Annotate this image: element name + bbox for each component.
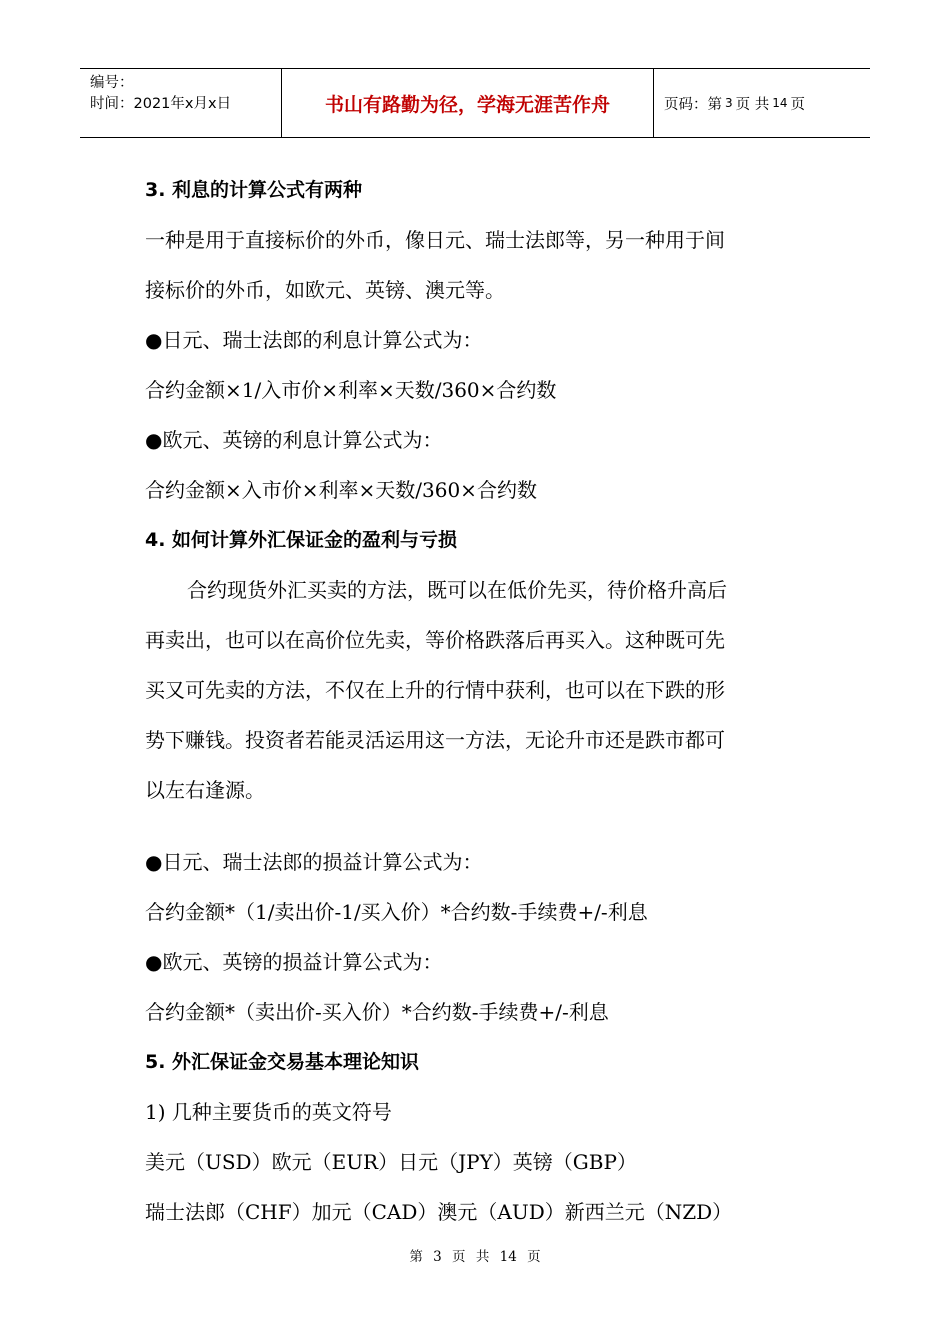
paragraph-line: 一种是用于直接标价的外币，像日元、瑞士法郎等，另一种用于间 [145,228,725,252]
section-heading-4: 4. 如何计算外汇保证金的盈利与亏损 [145,529,458,551]
page-header [80,68,870,138]
formula-line: 合约金额×入市价×利率×天数/360×合约数 [145,478,537,502]
paragraph-gap [145,815,810,837]
header-meta [80,69,281,137]
paragraph-line: 势下赚钱。投资者若能灵活运用这一方法，无论升市还是跌市都可 [145,728,725,752]
page-current: 3 [725,96,733,110]
formula-line: 合约金额*（1/卖出价-1/买入价）*合约数-手续费+/-利息 [145,900,648,924]
bullet-item: ●日元、瑞士法郎的利息计算公式为： [145,328,483,352]
number-label: 编号： [90,75,134,91]
section-heading-5: 5. 外汇保证金交易基本理论知识 [145,1051,420,1073]
bullet-item: ●欧元、英镑的损益计算公式为： [145,950,443,974]
header-motto: 书山有路勤为径，学海无涯苦作舟 [281,69,654,137]
subheading: 1) 几种主要货币的英文符号 [145,1100,392,1124]
page-total: 14 [772,96,788,110]
formula-line: 合约金额×1/入市价×利率×天数/360×合约数 [145,378,557,402]
bullet-item: ●日元、瑞士法郎的损益计算公式为： [145,850,483,874]
formula-line: 合约金额*（卖出价-买入价）*合约数-手续费+/-利息 [145,1000,609,1024]
bullet-item: ●欧元、英镑的利息计算公式为： [145,428,443,452]
document-body [145,165,810,1237]
paragraph-line: 买又可先卖的方法，不仅在上升的行情中获利，也可以在下跌的形 [145,678,725,702]
page-footer: 第 3 页 共 14 页 [409,1249,541,1265]
currency-line: 美元（USD）欧元（EUR）日元（JPY）英镑（GBP） [145,1150,637,1174]
currency-line: 瑞士法郎（CHF）加元（CAD）澳元（AUD）新西兰元（NZD） [145,1200,733,1224]
page-label-suffix: 页 [790,96,806,113]
paragraph-line: 接标价的外币，如欧元、英镑、澳元等。 [145,278,505,302]
paragraph-line: 再卖出，也可以在高价位先卖，等价格跌落后再买入。这种既可先 [145,628,725,652]
header-page-number [654,69,870,137]
paragraph-line: 以左右逢源。 [145,778,265,802]
page-label-mid: 页 共 [735,96,770,113]
paragraph-line: 合约现货外汇买卖的方法，既可以在低价先买，待价格升高后 [187,578,727,602]
section-heading-3: 3. 利息的计算公式有两种 [145,179,363,201]
page-label-prefix: 页码：第 [664,96,722,113]
time-label: 时间：2021年x月x日 [90,96,232,112]
